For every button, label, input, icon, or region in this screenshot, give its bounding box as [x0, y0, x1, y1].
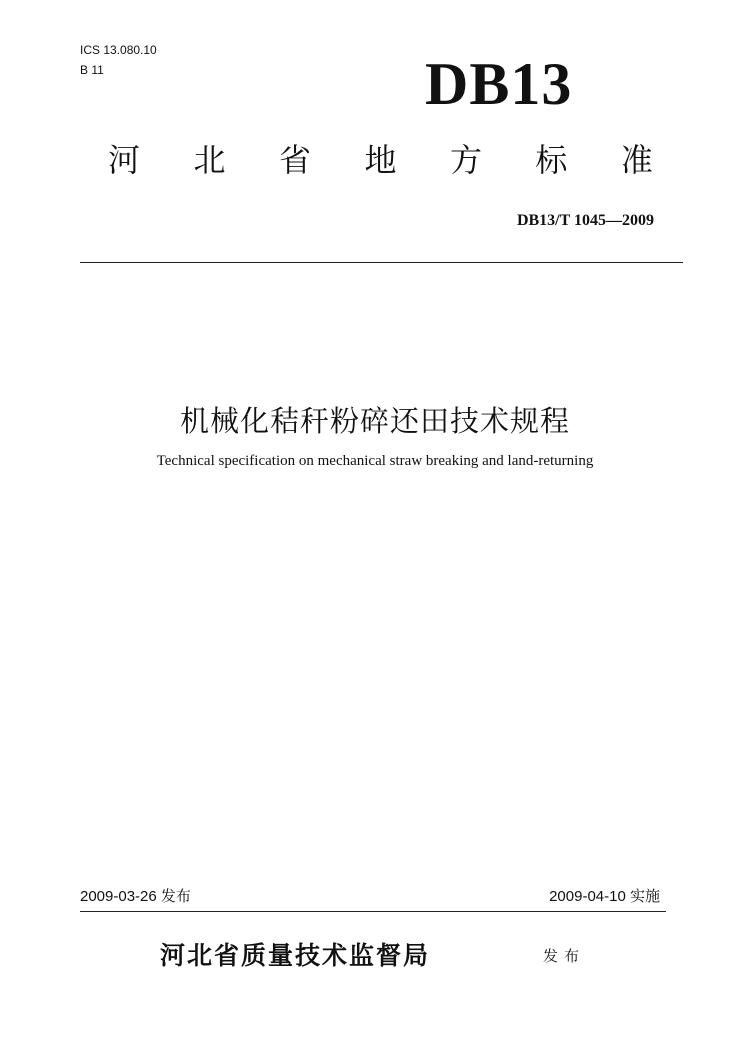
standard-type-char: 河 — [108, 141, 141, 179]
standard-type-char: 标 — [535, 141, 568, 179]
bottom-divider — [80, 911, 666, 912]
title-chinese: 机械化秸秆粉碎还田技术规程 — [179, 404, 570, 438]
title-english: Technical specification on mechanical straw breaking and land-returning — [156, 453, 594, 469]
standard-number: DB13/T 1045—2009 — [516, 212, 654, 229]
standard-type-heading — [108, 140, 653, 180]
ics-code: ICS 13.080.10 — [80, 43, 157, 57]
top-divider — [80, 262, 683, 263]
standard-type-char: 方 — [449, 141, 482, 179]
standard-type-char: 北 — [193, 141, 226, 179]
issuer-suffix: 发布 — [543, 947, 586, 965]
classification-code: B 11 — [80, 63, 104, 77]
issue-date: 2009-03-26 发布 — [80, 888, 191, 905]
standard-type-char: 省 — [278, 141, 311, 179]
implementation-date: 2009-04-10 实施 — [549, 888, 660, 905]
db-logo: DB13 — [425, 51, 573, 117]
issuer-name: 河北省质量技术监督局 — [160, 941, 431, 970]
standard-type-char: 地 — [364, 141, 397, 179]
standard-type-char: 准 — [620, 141, 653, 179]
